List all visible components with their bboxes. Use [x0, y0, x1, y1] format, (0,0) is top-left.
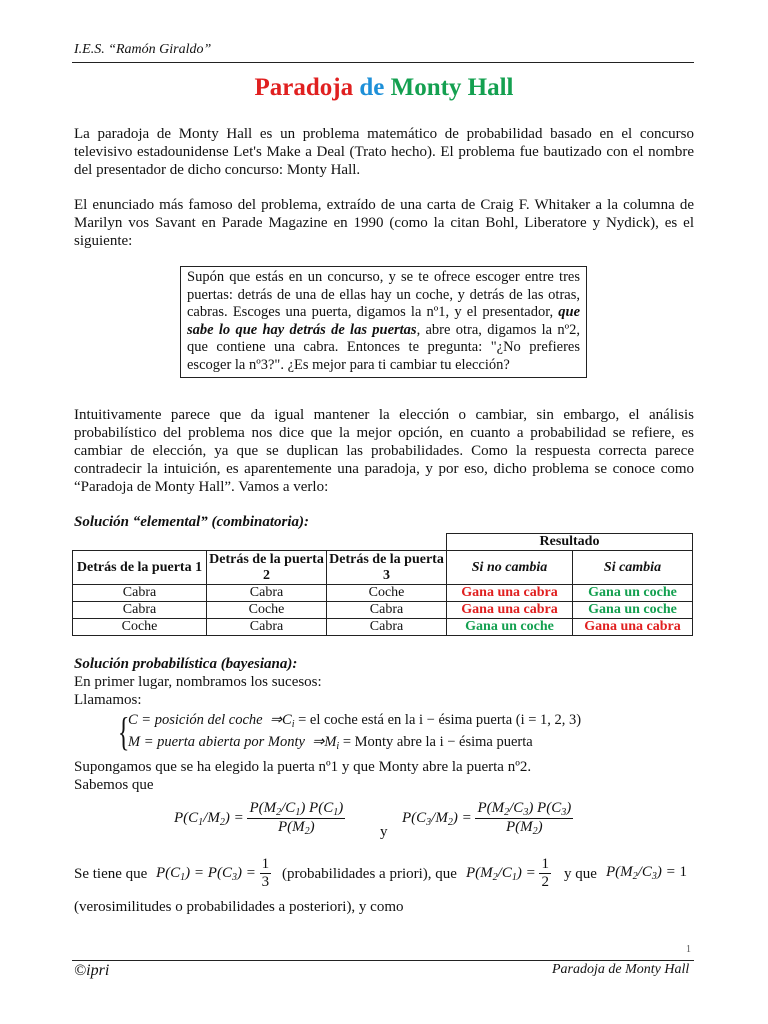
formula-m2-c3: $P(M_2/C_3) = 1$ [606, 864, 687, 882]
table-row [73, 602, 693, 619]
quote-emphasis: que sabe lo que hay detrás de las puertas [187, 304, 580, 338]
title-word-monty-hall: Monty Hall [390, 74, 514, 101]
cell-si-cambia: Gana un coche [573, 602, 693, 619]
cell-puerta-2: Cabra [207, 585, 327, 602]
definition-c: C = posición del coche $\Rightarrow C_i$ = el coche está en la i − ésima puerta (i = 1, 2, 3) [128, 712, 582, 730]
cell-puerta-3: Cabra [327, 602, 447, 619]
cell-puerta-2: Coche [207, 602, 327, 619]
definition-m: M = puerta abierta por Monty $\Rightarrow M_i$ = Monty abre la i − ésima puerta [128, 734, 533, 752]
result-header: Resultado [447, 534, 693, 551]
cell-puerta-1: Coche [73, 619, 207, 636]
col-header-puerta-3: Detrás de la puerta 3 [327, 551, 447, 585]
bayes-line-4: Sabemos que [74, 777, 154, 793]
cell-puerta-3: Coche [327, 585, 447, 602]
footer-title: Paradoja de Monty Hall [552, 962, 690, 977]
bayes-formula-c3: $P(C_3/M_2)$ = $\frac{P(M_2/C_3) P(C_3)}{P(M_2)}$ [402, 800, 572, 837]
quote-text-after: , abre otra, digamos la nº2, que contiene una cabra. Entonces te pregunta: "¿No prefieres escoger la nº3?". ¿Es mejor para ti cambiar tu elección? [187, 321, 581, 373]
bayes-line-1: En primer lugar, nombramos los sucesos: [74, 674, 322, 690]
bayes-line-3: Supongamos que se ha elegido la puerta nº1 y que Monty abre la puerta nº2. [74, 759, 532, 775]
footer-divider [72, 960, 694, 961]
priori-text: (probabilidades a priori), que [282, 866, 457, 882]
cell-si-cambia: Gana un coche [573, 585, 693, 602]
footer-author: ©ipri [74, 962, 110, 979]
formula-m2-c1: $P(M_2/C_1)$ = $\frac{1}{2}$ [466, 856, 549, 890]
cell-puerta-1: Cabra [73, 602, 207, 619]
analysis-paragraph: Intuitivamente parece que da igual mantener la elección o cambiar, sin embargo, el análisis probabilístico del problema nos dice que la mejor opción, en cuanto a probabilidad se refiere, es cambiar de elección, ya que se duplican las probabilidades. Como la respuesta correcta parece contradecir la intuición, es aparentemente una paradoja, y por eso, dicho problema se conoce como “Paradoja de Monty Hall”. Vamos a verlo: [74, 407, 694, 495]
bayes-formula-c1: $P(C_1/M_2)$ = $\frac{P(M_2/C_1) P(C_1)}{P(M_2)}$ [174, 800, 344, 837]
problem-statement-box [180, 266, 587, 378]
page-title [0, 74, 768, 102]
page-number: 1 [686, 944, 691, 955]
col-header-si-no-cambia: Si no cambia [447, 551, 573, 585]
bayes-line-2: Llamamos: [74, 692, 142, 708]
elemental-heading: Solución “elemental” (combinatoria): [74, 514, 309, 530]
bayes-heading: Solución probabilística (bayesiana): [74, 656, 298, 672]
y-que: y que [564, 866, 597, 882]
definitions-brace: { [117, 709, 130, 754]
title-word-paradoja: Paradoja [254, 74, 354, 101]
cell-puerta-2: Cabra [207, 619, 327, 636]
title-word-de: de [359, 74, 385, 101]
cell-si-no-cambia: Gana una cabra [447, 585, 573, 602]
header-school: I.E.S. “Ramón Giraldo” [74, 42, 212, 57]
cell-si-no-cambia: Gana un coche [447, 619, 573, 636]
bayes-line-5: (verosimilitudes o probabilidades a posteriori), y como [74, 899, 404, 915]
intro-paragraph-1: La paradoja de Monty Hall es un problema matemático de probabilidad basado en el concurso televisivo estadounidense Let's Make a Deal (Trato hecho). El problema fue bautizado con el nombre del presentador de dicho concurso: Monty Hall. [74, 126, 694, 178]
table-row [73, 619, 693, 636]
table-row [73, 585, 693, 602]
cell-si-cambia: Gana una cabra [573, 619, 693, 636]
cell-puerta-3: Cabra [327, 619, 447, 636]
header-divider [72, 62, 694, 63]
cell-si-no-cambia: Gana una cabra [447, 602, 573, 619]
quote-text-before: Supón que estás en un concurso, y se te ofrece escoger entre tres puertas: detrás de una de ellas hay un coche, y detrás de las otras, cabras. Escoges una puerta, digamos la nº1, y el presentador, [187, 269, 580, 321]
results-table [72, 533, 693, 636]
col-header-si-cambia: Si cambia [573, 551, 693, 585]
col-header-puerta-2: Detrás de la puerta 2 [207, 551, 327, 585]
se-tiene-que: Se tiene que [74, 866, 148, 882]
cell-puerta-1: Cabra [73, 585, 207, 602]
word-y: y [380, 824, 388, 840]
intro-paragraph-2: El enunciado más famoso del problema, extraído de una carta de Craig F. Whitaker a la columna de Marilyn vos Savant en Parade Magazine en 1990 (como la citan Bohl, Liberatore y Nydick), es el siguiente: [74, 197, 694, 249]
formula-priori: $P(C_1) = P(C_3)$ = $\frac{1}{3}$ [156, 856, 270, 890]
col-header-puerta-1: Detrás de la puerta 1 [73, 551, 207, 585]
